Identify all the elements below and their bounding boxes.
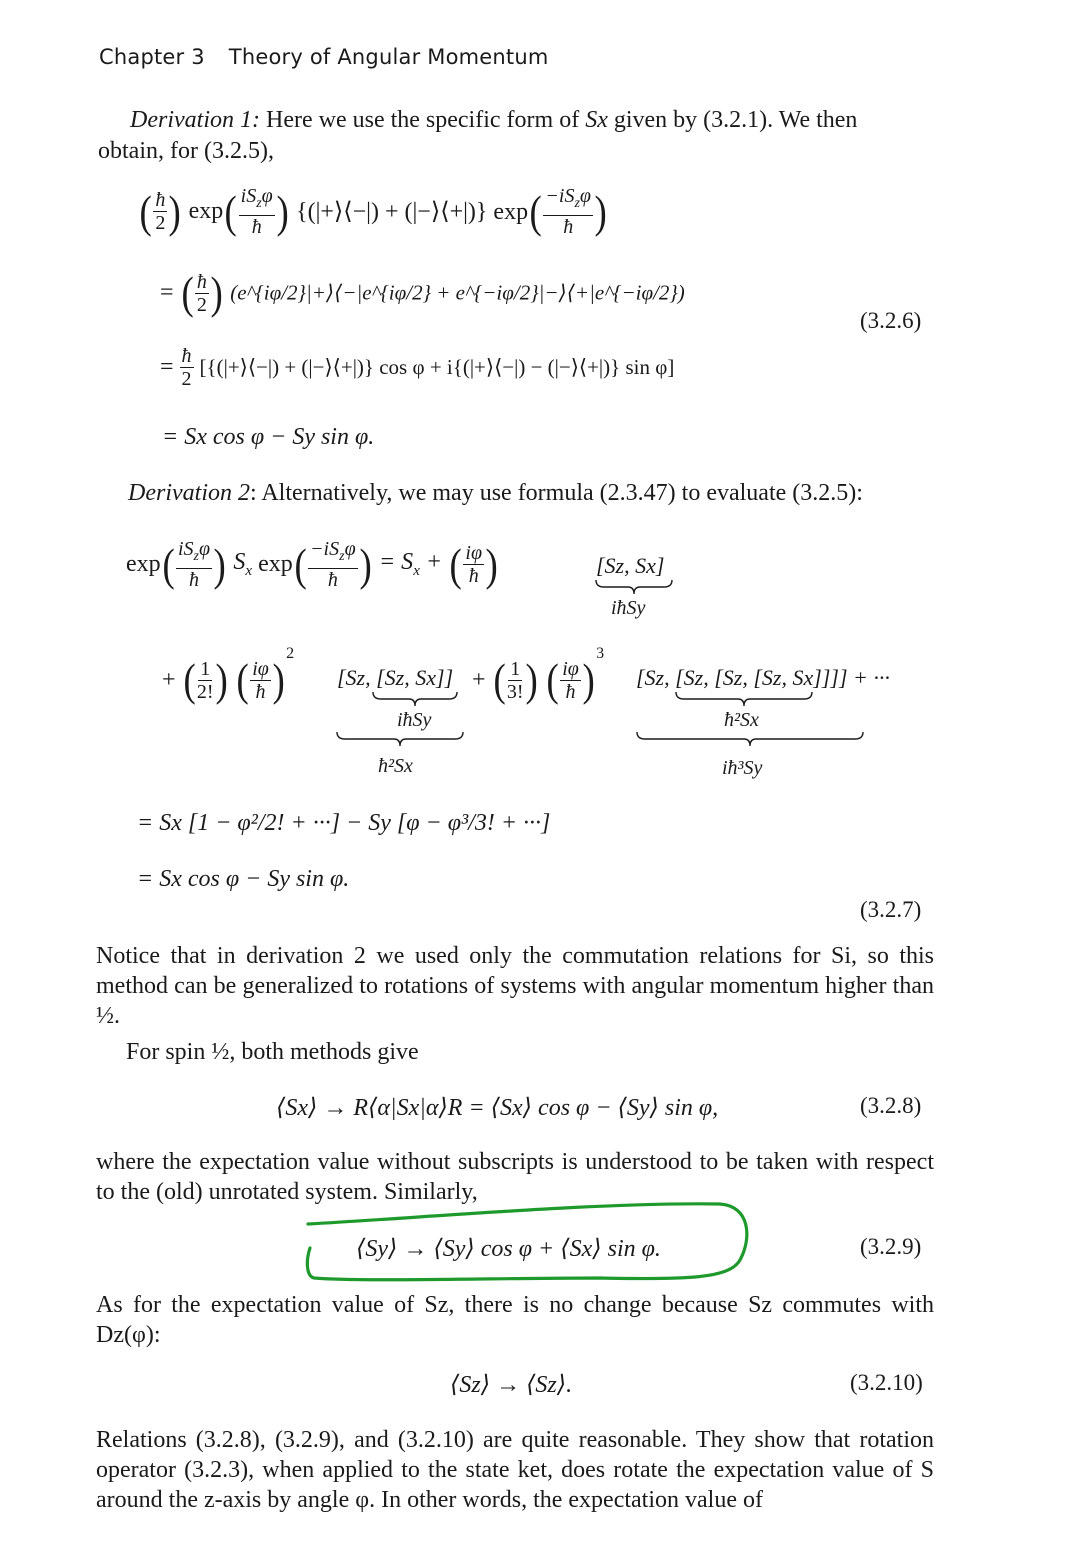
eq3210: ⟨Sz⟩ → ⟨Sz⟩. <box>450 1372 573 1398</box>
eq326-line2: = ( $\frac{ħ}{2}$ ) (e^{iφ/2}|+⟩⟨−|e^{iφ/2} + e^{−iφ/2}|−⟩⟨+|e^{−iφ/2}) <box>160 267 685 318</box>
eq326-number: (3.2.6) <box>860 308 922 333</box>
eq327-comm2: [Sz, [Sz, Sx]] <box>337 665 454 690</box>
eq327-line2-b: + ( $\frac{1}{3!}$ ) ( $\frac{i\varphi}{ħ}$ )$^3$ <box>472 645 605 706</box>
eq327-under3b: iħ³Sy <box>722 757 763 779</box>
where-paragraph: where the expectation value without subscripts is understood to be taken with respect to the (old) unrotated system. Similarly, <box>96 1149 934 1205</box>
sz-paragraph: As for the expectation value of Sz, there is no change because Sz commutes with Dz(φ): <box>96 1292 934 1348</box>
chapter-title: Theory of Angular Momentum <box>228 45 549 69</box>
eq327-series: = Sx [1 − φ²/2! + ···] − Sy [φ − φ³/3! + ···] <box>137 810 551 836</box>
underbrace-2b <box>335 730 465 748</box>
eq326-line3: = $\frac{ħ}{2}$ [{(|+⟩⟨−|) + (|−⟩⟨+|)} cos φ + i{(|+⟩⟨−|) − (|−⟩⟨+|)} sin φ] <box>160 345 675 390</box>
underbrace-3a <box>674 690 814 708</box>
eq328-number: (3.2.8) <box>860 1093 922 1118</box>
eq327-line2: + ( $\frac{1}{2!}$ ) ( $\frac{i\varphi}{ħ}$ )$^2$ <box>162 645 295 706</box>
eq327-under2b: ħ²Sx <box>378 755 413 777</box>
eq327-under2a: iħSy <box>397 709 432 731</box>
eq327-line1: exp( $\frac{iS_z\varphi}{ħ}$ ) $S_x$ exp( $\frac{-iS_z\varphi}{ħ}$ ) = $S_x$ + ( $\frac{i\varphi}{ħ}$ ) <box>126 538 498 591</box>
eq327-under3a: ħ²Sx <box>724 709 759 731</box>
eq329: ⟨Sy⟩ → ⟨Sy⟩ cos φ + ⟨Sx⟩ sin φ. <box>356 1236 661 1262</box>
underbrace-1 <box>594 578 674 596</box>
eq327-number: (3.2.7) <box>860 897 922 922</box>
spin-paragraph: For spin ½, both methods give <box>126 1039 419 1065</box>
underbrace-3b <box>635 730 865 748</box>
relations-paragraph: Relations (3.2.8), (3.2.9), and (3.2.10) are quite reasonable. They show that rotation operator (3.2.3), when applied to the state ket, does rotate the expectation value of S around the z-axis by angle φ. In other words, the expectation value of <box>96 1427 934 1513</box>
running-header <box>99 45 549 69</box>
derivation1-paragraph: Derivation 1: Here we use the specific form of Sx given by (3.2.1). We then <box>130 107 858 133</box>
derivation1-label: Derivation 1: <box>130 107 260 133</box>
derivation2-label: Derivation 2 <box>128 480 250 506</box>
derivation2-paragraph: Derivation 2: Alternatively, we may use formula (2.3.47) to evaluate (3.2.5): <box>128 480 863 506</box>
eq328: ⟨Sx⟩ → R⟨α|Sx|α⟩R = ⟨Sx⟩ cos φ − ⟨Sy⟩ sin φ, <box>276 1095 719 1121</box>
eq327-result: = Sx cos φ − Sy sin φ. <box>137 866 350 892</box>
derivation1-line2: obtain, for (3.2.5), <box>98 138 274 164</box>
eq326-line4: = Sx cos φ − Sy sin φ. <box>162 424 375 450</box>
underbrace-2a <box>371 690 459 708</box>
notice-paragraph: Notice that in derivation 2 we used only the commutation relations for Si, so this method can be generalized to rotations of systems with angular momentum higher than ½. <box>96 943 934 1029</box>
eq327-comm3: [Sz, [Sz, [Sz, [Sz, Sx]]]] + ··· <box>636 665 890 690</box>
eq329-number: (3.2.9) <box>860 1234 922 1259</box>
eq3210-number: (3.2.10) <box>850 1370 923 1395</box>
chapter-label: Chapter 3 <box>99 45 205 69</box>
eq327-under1: iħSy <box>611 597 646 619</box>
eq327-comm1: [Sz, Sx] <box>596 553 665 578</box>
eq326-line1: ( $\frac{ħ}{2}$ ) exp( $\frac{iS_z\varphi}{ħ}$ ) {(|+⟩⟨−|) + (|−⟩⟨+|)} exp( $\frac{-iS_z\varphi}{ħ}$ ) <box>139 185 607 238</box>
